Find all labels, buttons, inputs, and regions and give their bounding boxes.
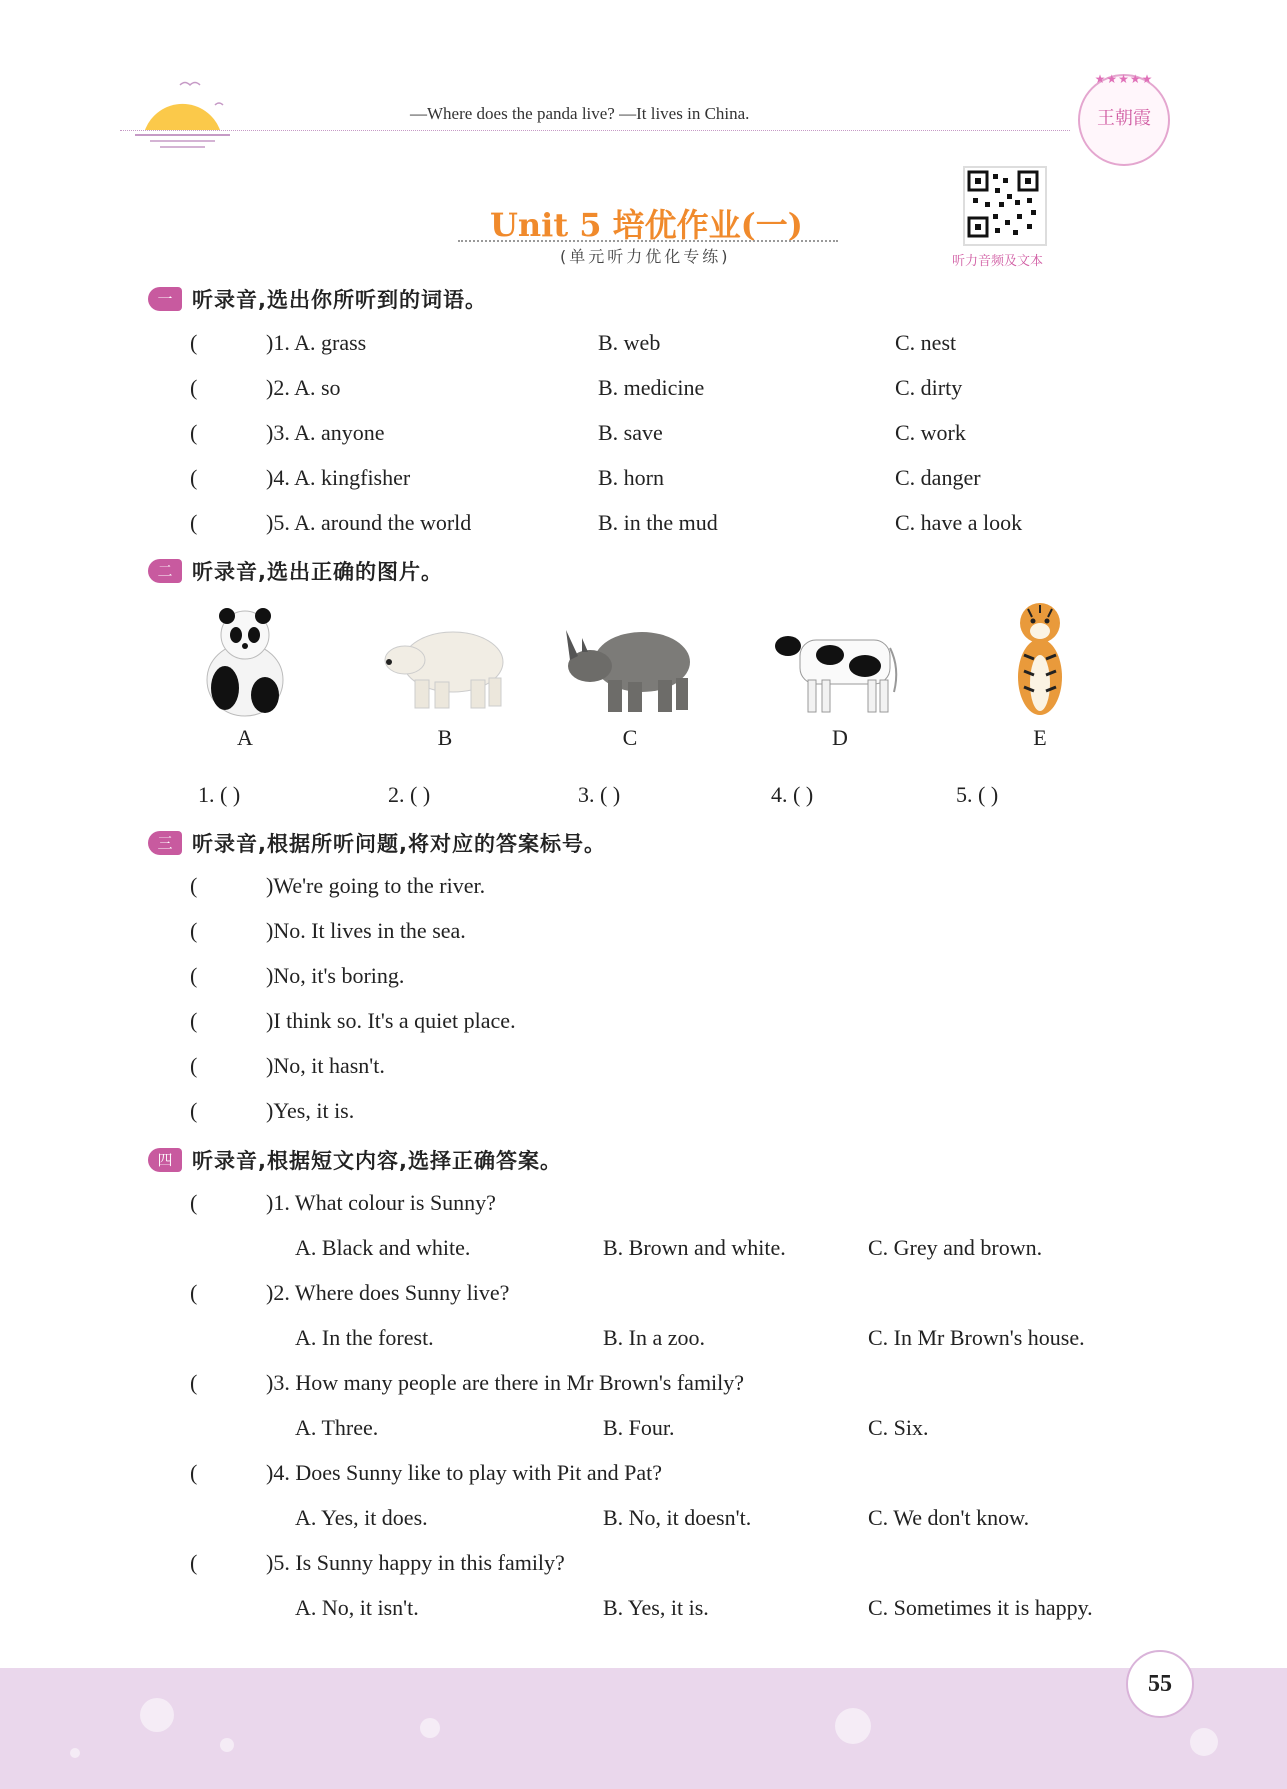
rhino-icon — [560, 600, 700, 720]
s3-row-6 — [190, 1098, 354, 1124]
answer-blank[interactable]: ( — [190, 873, 198, 898]
s4-option-b: B. In a zoo. — [603, 1325, 706, 1350]
s2-answer-3[interactable]: 3. ( ) — [578, 782, 621, 807]
s4-option-a: A. Three. — [295, 1415, 379, 1440]
tiger-icon — [1000, 595, 1080, 720]
section-2-header — [148, 556, 443, 586]
animal-letter: C — [622, 725, 638, 750]
s4-question-5 — [190, 1550, 565, 1576]
s4-question-2 — [190, 1280, 509, 1306]
s4-question-4 — [190, 1460, 662, 1486]
s1-option-a: )4. A. kingfisher — [266, 465, 411, 490]
page-number: 55 — [1126, 1650, 1194, 1718]
s4-option-c: C. Six. — [868, 1415, 929, 1440]
s4-option-c: C. Grey and brown. — [868, 1235, 1043, 1260]
s1-option-b: B. medicine — [598, 375, 705, 400]
bubble-decoration — [835, 1708, 871, 1744]
cow-icon — [770, 600, 910, 720]
s3-response: )No, it's boring. — [266, 963, 405, 988]
section-1-badge: 一 — [148, 287, 182, 311]
section-1-instruction: 听录音,选出你所听到的词语。 — [192, 288, 487, 312]
qr-code-icon[interactable] — [963, 166, 1047, 246]
bubble-decoration — [420, 1718, 440, 1738]
s4-option-a: A. Black and white. — [295, 1235, 471, 1260]
s4-question-text: )5. Is Sunny happy in this family? — [266, 1550, 565, 1575]
s4-option-b: B. Four. — [603, 1415, 675, 1440]
badge-text: 王朝霞 — [1097, 108, 1151, 129]
section-2-instruction: 听录音,选出正确的图片。 — [192, 560, 443, 584]
s4-question-text: )2. Where does Sunny live? — [266, 1280, 510, 1305]
answer-blank[interactable]: ( — [190, 375, 198, 400]
section-1-header — [148, 284, 487, 314]
animal-letter: D — [832, 725, 848, 750]
s3-row-2 — [190, 918, 466, 944]
s4-options-1 — [295, 1235, 1195, 1261]
section-3-badge: 三 — [148, 831, 182, 855]
animal-d — [765, 600, 915, 751]
s1-option-c: C. work — [895, 420, 966, 445]
section-4-header — [148, 1145, 562, 1175]
s1-option-c: C. dirty — [895, 375, 963, 400]
answer-blank[interactable]: ( — [190, 465, 198, 490]
section-4-badge: 四 — [148, 1148, 182, 1172]
s3-response: )We're going to the river. — [266, 873, 486, 898]
answer-blank[interactable]: ( — [190, 1280, 198, 1305]
s4-option-c: C. We don't know. — [868, 1505, 1030, 1530]
s1-option-b: B. web — [598, 330, 661, 355]
s1-option-a: )1. A. grass — [266, 330, 367, 355]
s4-question-text: )3. How many people are there in Mr Brown's family? — [266, 1370, 745, 1395]
answer-blank[interactable]: ( — [190, 1460, 198, 1485]
s1-row-5 — [190, 510, 1090, 536]
s3-row-3 — [190, 963, 404, 989]
s4-question-3 — [190, 1370, 744, 1396]
s1-option-a: )2. A. so — [266, 375, 341, 400]
s1-option-c: C. have a look — [895, 510, 1023, 535]
s4-option-c: C. Sometimes it is happy. — [868, 1595, 1093, 1620]
answer-blank[interactable]: ( — [190, 1008, 198, 1033]
s4-option-b: B. Yes, it is. — [603, 1595, 709, 1620]
bubble-decoration — [1190, 1728, 1218, 1756]
section-3-instruction: 听录音,根据所听问题,将对应的答案标号。 — [192, 832, 606, 856]
s4-question-text: )1. What colour is Sunny? — [266, 1190, 496, 1215]
header-divider — [120, 130, 1070, 131]
s4-option-a: A. No, it isn't. — [295, 1595, 419, 1620]
s3-row-4 — [190, 1008, 516, 1034]
answer-blank[interactable]: ( — [190, 420, 198, 445]
s4-options-5 — [295, 1595, 1195, 1621]
polar-bear-icon — [375, 600, 515, 720]
answer-blank[interactable]: ( — [190, 963, 198, 988]
animal-letter: B — [437, 725, 453, 750]
s1-row-2 — [190, 375, 1090, 401]
answer-blank[interactable]: ( — [190, 1550, 198, 1575]
animal-e — [980, 595, 1100, 751]
header-quote: —Where does the panda live? —It lives in China. — [410, 104, 750, 123]
s3-response: )Yes, it is. — [266, 1098, 355, 1123]
answer-blank[interactable]: ( — [190, 330, 198, 355]
s4-question-1 — [190, 1190, 496, 1216]
answer-blank[interactable]: ( — [190, 510, 198, 535]
s1-row-1 — [190, 330, 1090, 356]
answer-blank[interactable]: ( — [190, 1098, 198, 1123]
brand-badge — [1078, 74, 1170, 166]
s4-options-2 — [295, 1325, 1195, 1351]
animal-a — [190, 600, 300, 751]
s1-option-c: C. nest — [895, 330, 957, 355]
badge-stars: ★★★★★ — [1094, 72, 1154, 86]
s4-option-b: B. No, it doesn't. — [603, 1505, 752, 1530]
animal-letter: E — [1033, 725, 1047, 750]
panda-icon — [195, 600, 295, 720]
footer-band — [0, 1668, 1287, 1789]
s4-question-text: )4. Does Sunny like to play with Pit and Pat? — [266, 1460, 662, 1485]
s2-answer-4[interactable]: 4. ( ) — [771, 782, 814, 807]
animal-b — [370, 600, 520, 751]
s4-options-4 — [295, 1505, 1195, 1531]
page-title: Unit 5 培优作业(一) — [490, 206, 803, 244]
answer-blank[interactable]: ( — [190, 1053, 198, 1078]
answer-blank[interactable]: ( — [190, 1370, 198, 1395]
s1-option-a: )3. A. anyone — [266, 420, 385, 445]
s1-option-b: B. save — [598, 420, 663, 445]
animal-c — [555, 600, 705, 751]
s1-row-4 — [190, 465, 1090, 491]
sun-logo-icon — [120, 75, 240, 155]
s1-option-c: C. danger — [895, 465, 981, 490]
s3-response: )I think so. It's a quiet place. — [266, 1008, 516, 1033]
section-2-badge: 二 — [148, 559, 182, 583]
s4-option-a: A. In the forest. — [295, 1325, 434, 1350]
s1-option-b: B. horn — [598, 465, 664, 490]
bubble-decoration — [70, 1748, 80, 1758]
s1-option-b: B. in the mud — [598, 510, 718, 535]
title-underline — [458, 240, 838, 242]
s2-answer-2[interactable]: 2. ( ) — [388, 782, 431, 807]
page-subtitle: (单元听力优化专练) — [560, 247, 731, 266]
s4-option-a: A. Yes, it does. — [295, 1505, 428, 1530]
answer-blank[interactable]: ( — [190, 1190, 198, 1215]
section-4-instruction: 听录音,根据短文内容,选择正确答案。 — [192, 1149, 562, 1173]
animal-letter: A — [237, 725, 253, 750]
s3-response: )No. It lives in the sea. — [266, 918, 466, 943]
bubble-decoration — [220, 1738, 234, 1752]
s3-row-5 — [190, 1053, 385, 1079]
s4-option-c: C. In Mr Brown's house. — [868, 1325, 1085, 1350]
section-3-header — [148, 828, 606, 858]
s2-answer-5[interactable]: 5. ( ) — [956, 782, 999, 807]
answer-blank[interactable]: ( — [190, 918, 198, 943]
s3-row-1 — [190, 873, 485, 899]
bubble-decoration — [140, 1698, 174, 1732]
qr-label: 听力音频及文本 — [952, 254, 1044, 269]
s1-row-3 — [190, 420, 1090, 446]
s3-response: )No, it hasn't. — [266, 1053, 385, 1078]
s1-option-a: )5. A. around the world — [266, 510, 472, 535]
s4-options-3 — [295, 1415, 1195, 1441]
s4-option-b: B. Brown and white. — [603, 1235, 786, 1260]
s2-answer-1[interactable]: 1. ( ) — [198, 782, 241, 807]
